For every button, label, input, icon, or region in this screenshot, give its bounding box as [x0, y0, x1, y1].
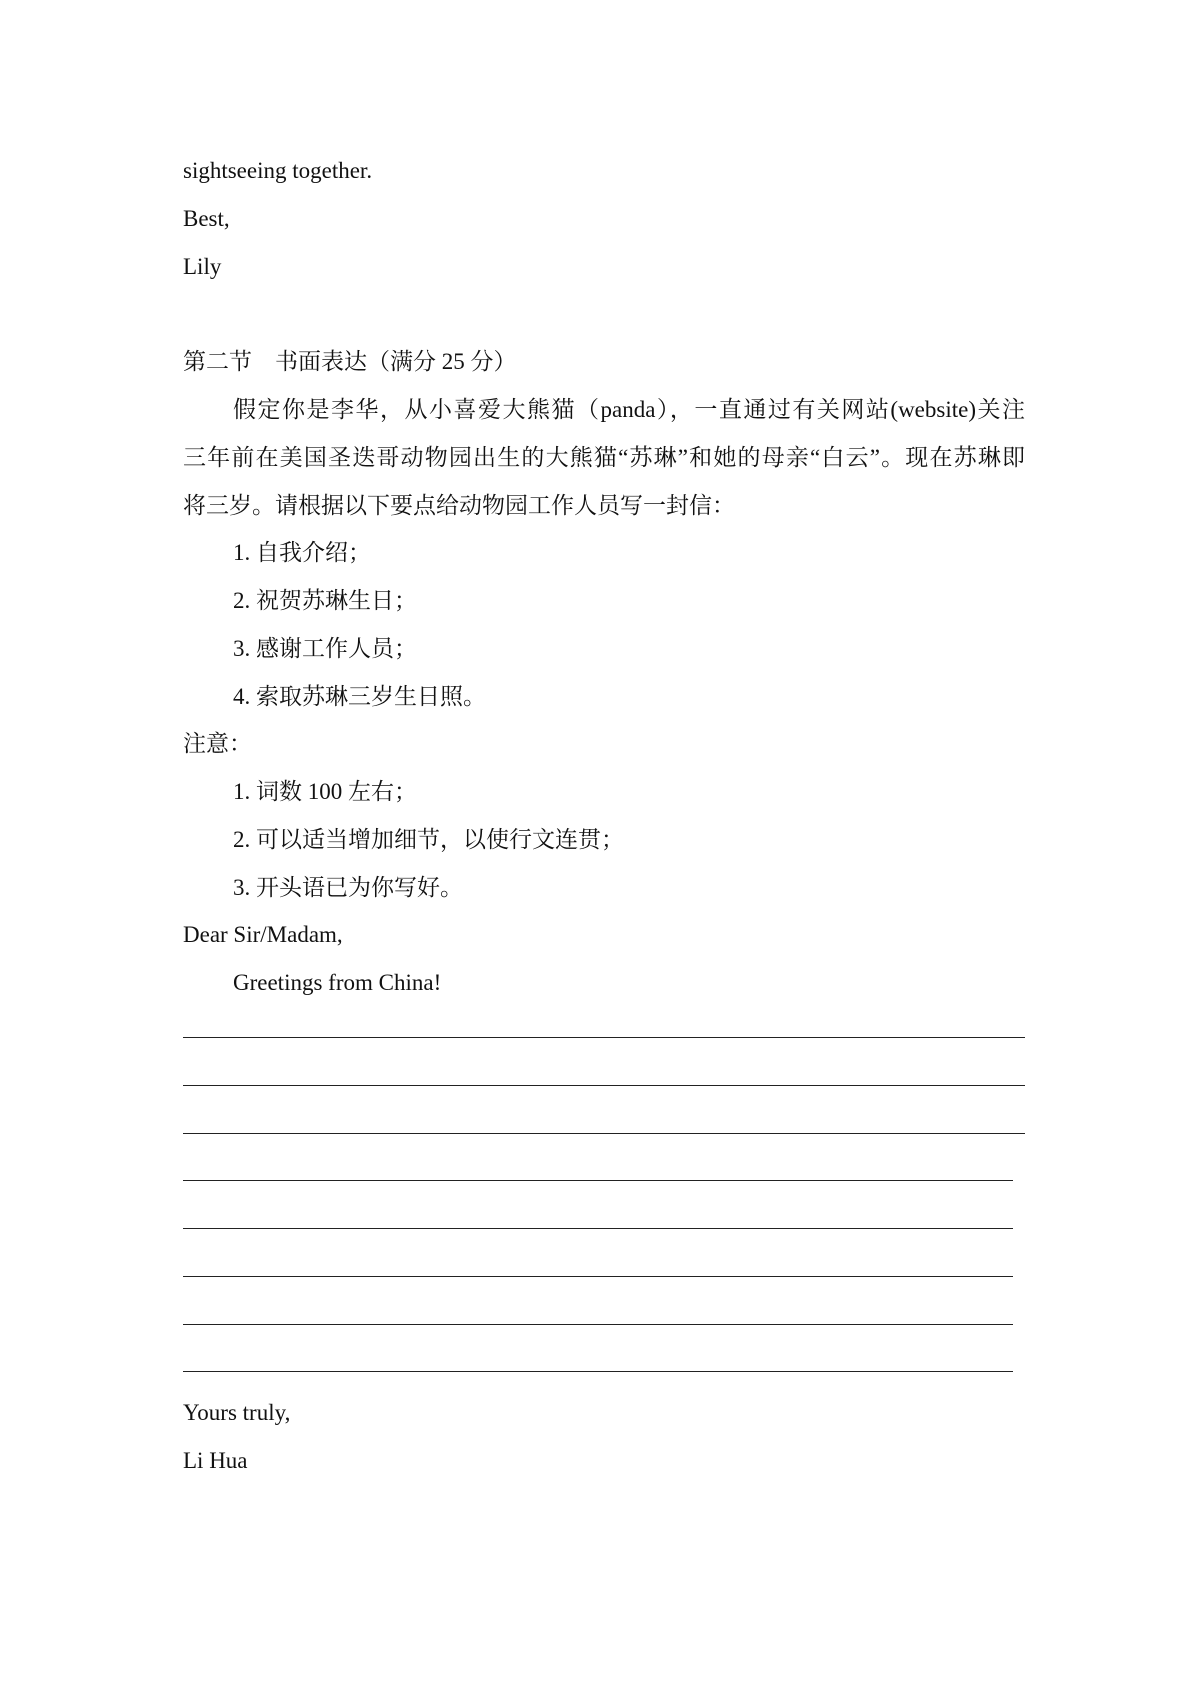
point-item: 4. 索取苏琳三岁生日照。	[233, 684, 486, 709]
letter-signature: Li Hua	[183, 1448, 248, 1473]
point-item: 3. 感谢工作人员；	[233, 636, 417, 661]
prompt-line-2: 三年前在美国圣迭哥动物园出生的大熊猫“苏琳”和她的母亲“白云”。现在苏琳即	[183, 445, 1025, 470]
answer-blank-line[interactable]	[183, 1133, 1025, 1134]
answer-blank-line[interactable]	[183, 1180, 1013, 1181]
answer-blank-line[interactable]	[183, 1037, 1025, 1038]
prev-letter-signoff: Best,	[183, 206, 230, 231]
section-heading: 第二节 书面表达（满分 25 分）	[183, 349, 517, 374]
letter-closing: Yours truly,	[183, 1400, 291, 1425]
point-item: 1. 自我介绍；	[233, 540, 371, 565]
note-item: 1. 词数 100 左右；	[233, 779, 417, 804]
answer-blank-line[interactable]	[183, 1276, 1013, 1277]
answer-blank-line[interactable]	[183, 1324, 1013, 1325]
notes-label: 注意：	[183, 731, 252, 756]
note-item: 3. 开头语已为你写好。	[233, 875, 463, 900]
answer-blank-line[interactable]	[183, 1371, 1013, 1372]
prompt-line-3: 将三岁。请根据以下要点给动物园工作人员写一封信：	[183, 493, 735, 518]
prompt-line-1: 假定你是李华，从小喜爱大熊猫（panda），一直通过有关网站(website)关注	[233, 397, 1025, 422]
point-item: 2. 祝贺苏琳生日；	[233, 588, 417, 613]
note-item: 2. 可以适当增加细节，以使行文连贯；	[233, 827, 624, 852]
prev-letter-fragment: sightseeing together.	[183, 158, 373, 183]
answer-blank-line[interactable]	[183, 1085, 1025, 1086]
letter-greeting: Greetings from China!	[233, 970, 442, 995]
answer-blank-line[interactable]	[183, 1228, 1013, 1229]
letter-salutation: Dear Sir/Madam,	[183, 922, 343, 947]
prev-letter-name: Lily	[183, 254, 222, 279]
